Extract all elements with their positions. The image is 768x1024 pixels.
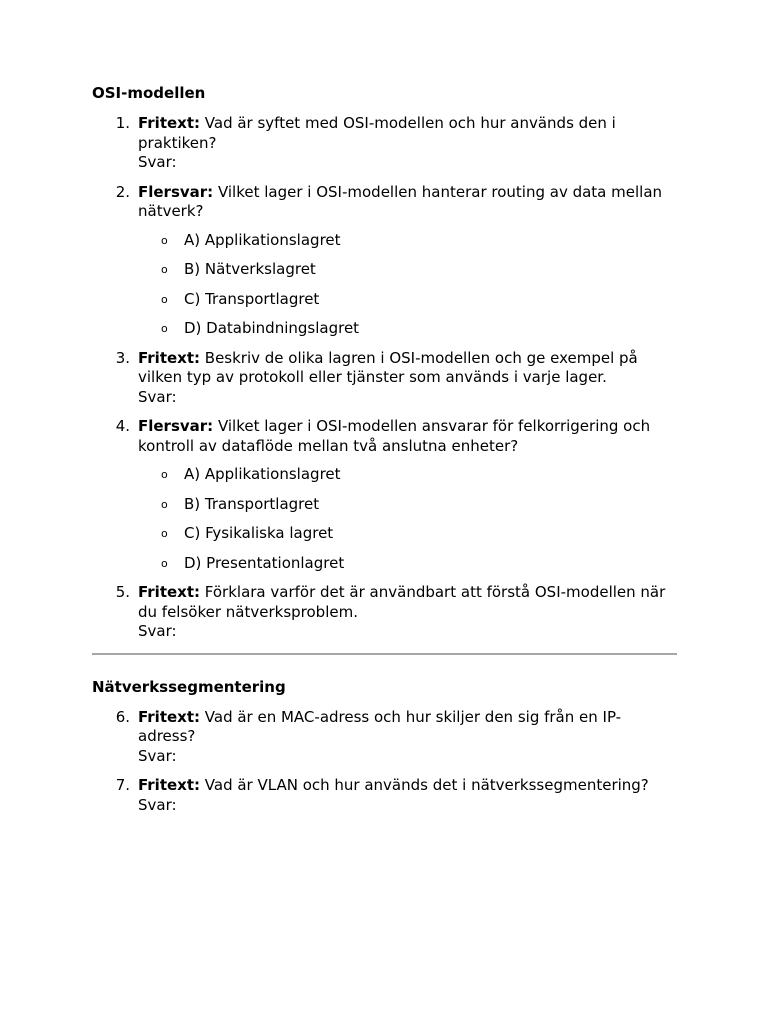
answer-label: Svar: [138, 795, 177, 814]
question-6 [92, 708, 677, 767]
option-item [138, 319, 677, 339]
option-item [138, 465, 677, 485]
question-type: Fritext: [138, 583, 201, 601]
option-item [138, 290, 677, 310]
option-item [138, 524, 677, 544]
question-text: Vilket lager i OSI-modellen ansvarar för felkorrigering och kontroll av dataflöde mellan två anslutna enheter? [138, 417, 651, 455]
question-text: Vad är syftet med OSI-modellen och hur används den i praktiken? [138, 114, 616, 152]
question-type: Fritext: [138, 114, 201, 132]
question-number: 2. [115, 182, 130, 201]
option-item [138, 231, 677, 251]
option-label: C) Transportlagret [184, 289, 320, 308]
option-list [138, 465, 677, 573]
question-text: Vilket lager i OSI-modellen hanterar routing av data mellan nätverk? [138, 182, 663, 220]
question-number: 5. [115, 583, 130, 601]
option-item [138, 554, 677, 574]
answer-label: Svar: [138, 622, 177, 640]
question-2 [92, 183, 677, 339]
option-item [138, 495, 677, 515]
bullet-icon: o [161, 497, 168, 511]
question-type: Flersvar: [138, 182, 214, 201]
question-type: Fritext: [138, 707, 201, 726]
question-number: 3. [115, 348, 130, 367]
bullet-icon: o [161, 233, 168, 247]
question-7 [92, 776, 677, 815]
answer-label: Svar: [138, 153, 177, 171]
question-text: Beskriv de olika lagren i OSI-modellen och ge exempel på vilken typ av protokoll eller tjänster som används i varje lager. [138, 348, 638, 386]
option-item [138, 260, 677, 280]
option-list [138, 231, 677, 339]
option-label: A) Applikationslagret [184, 465, 341, 483]
question-type: Flersvar: [138, 417, 214, 435]
bullet-icon: o [161, 292, 168, 306]
question-5 [92, 583, 677, 642]
question-number: 7. [115, 776, 130, 794]
option-label: B) Transportlagret [184, 494, 320, 513]
question-1 [92, 114, 677, 173]
option-label: D) Presentationlagret [184, 553, 345, 572]
section-divider [92, 653, 677, 655]
section-title-segmentation: Nätverkssegmentering [92, 677, 286, 696]
document-page [92, 84, 677, 825]
answer-label: Svar: [138, 746, 177, 765]
bullet-icon: o [161, 322, 168, 335]
question-text: Förklara varför det är användbart att förstå OSI-modellen när du felsöker nätverksproblem. [138, 583, 666, 621]
option-label: B) Nätverkslagret [184, 260, 316, 278]
option-label: A) Applikationslagret [184, 230, 341, 249]
question-type: Fritext: [138, 348, 201, 367]
section-title-osi: OSI-modellen [92, 84, 206, 102]
question-text: Vad är VLAN och hur används det i nätverkssegmentering? [200, 776, 649, 794]
question-number: 6. [115, 707, 130, 726]
question-4 [92, 417, 677, 573]
bullet-icon: o [161, 468, 168, 481]
question-number: 1. [115, 114, 130, 132]
bullet-icon: o [161, 556, 168, 570]
question-text: Vad är en MAC-adress och hur skiljer den sig från en IP-adress? [138, 707, 622, 745]
question-type: Fritext: [138, 776, 201, 794]
option-label: D) Databindningslagret [184, 319, 360, 337]
question-3 [92, 349, 677, 408]
bullet-icon: o [161, 263, 168, 276]
option-label: C) Fysikaliska lagret [184, 524, 334, 542]
answer-label: Svar: [138, 387, 177, 406]
question-number: 4. [115, 417, 130, 435]
bullet-icon: o [161, 527, 168, 540]
